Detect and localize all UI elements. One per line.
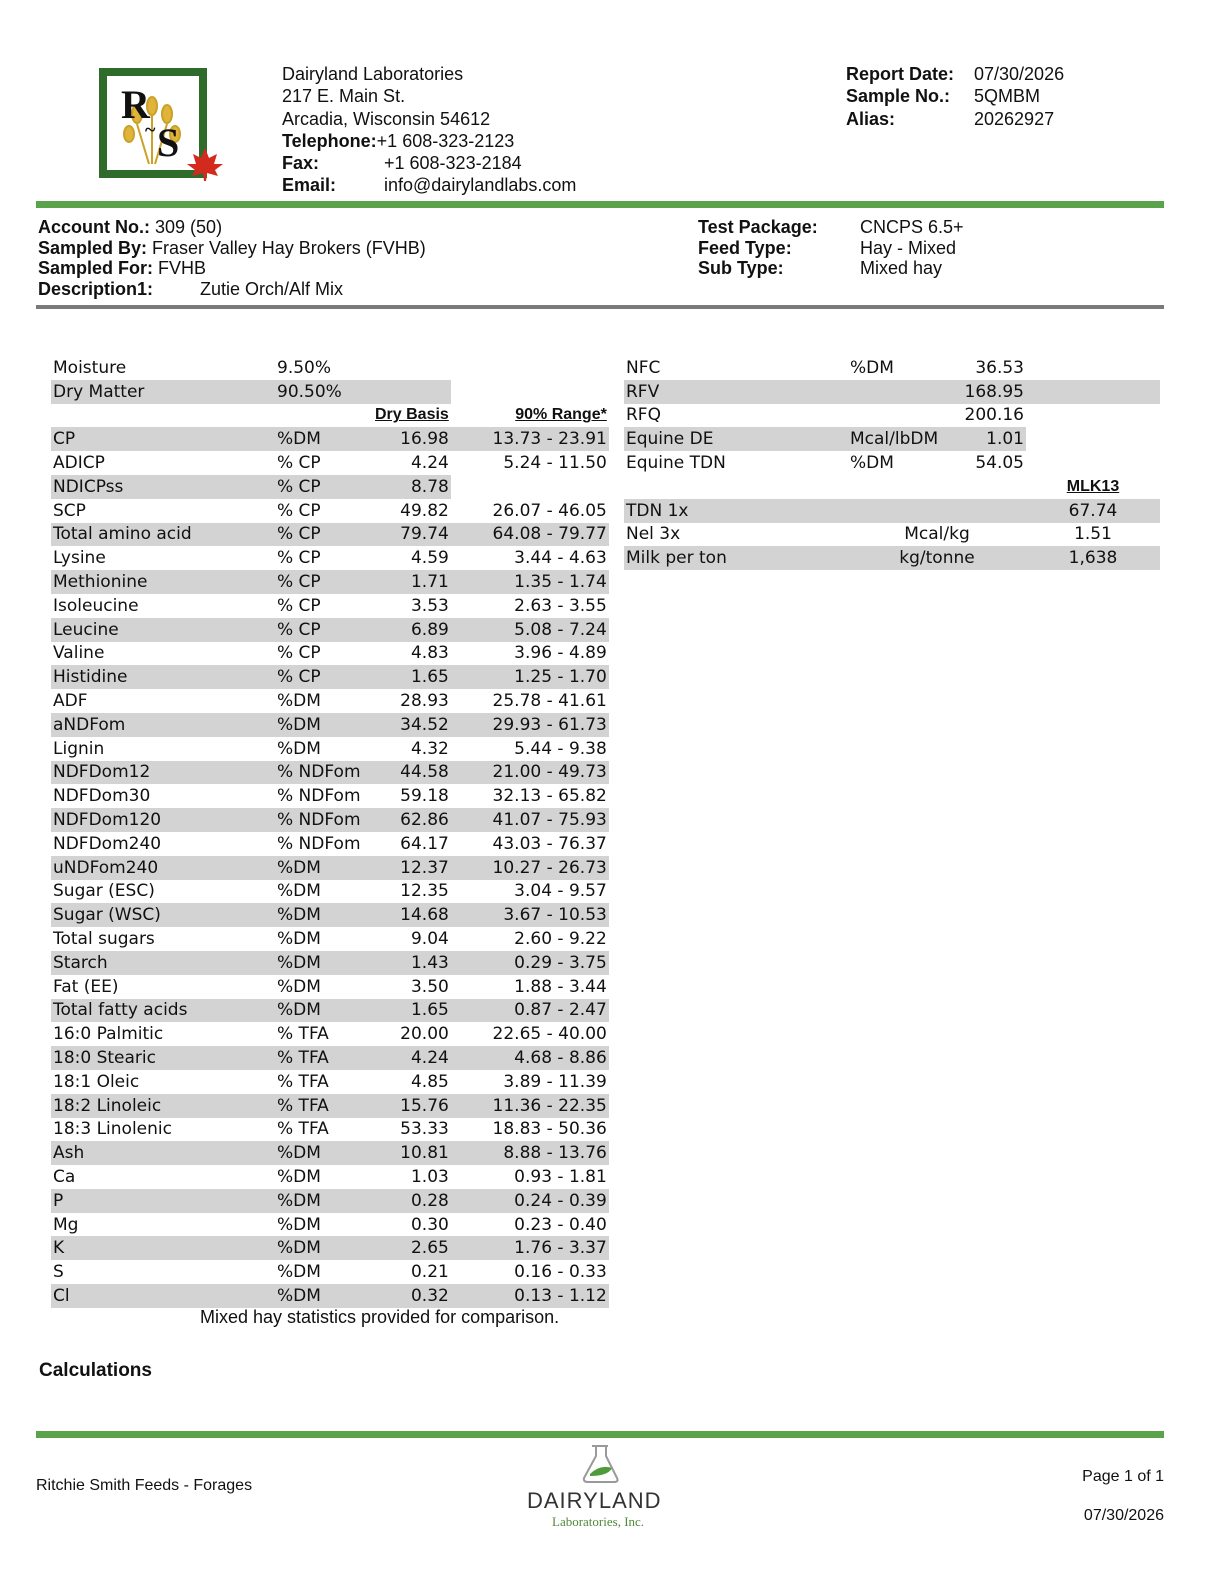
nutrient-range: 1.76 - 3.37 [451, 1236, 609, 1260]
nutrient-unit: % NDFom [277, 786, 361, 807]
table-row [624, 523, 1160, 547]
account-info [38, 217, 426, 300]
spacer-cell [1026, 356, 1160, 380]
nutrient-unit: % NDFom [275, 808, 373, 832]
mlk-name: Nel 3x [626, 524, 681, 545]
nutrient-name: NDFDom30 [53, 786, 151, 807]
table-row [51, 546, 609, 570]
nutrient-value: 62.86 [373, 808, 451, 832]
table-row [51, 737, 609, 761]
sampled-for-value: FVHB [158, 258, 207, 279]
footer-date: 07/30/2026 [1083, 1507, 1164, 1524]
nutrient-value: 0.30 [410, 1214, 449, 1235]
table-row [51, 1260, 609, 1284]
nutrient-unit: %DM [275, 1236, 373, 1260]
nutrient-range: 1.35 - 1.74 [451, 570, 609, 594]
report-info [846, 63, 1064, 130]
svg-text:S: S [157, 120, 180, 165]
nutrient-range: 3.89 - 11.39 [503, 1071, 607, 1092]
nutrient-name: Lysine [53, 548, 106, 569]
nutrient-name: 18:2 Linoleic [51, 1094, 275, 1118]
nutrient-range: 0.16 - 0.33 [514, 1262, 607, 1283]
table-row [51, 856, 609, 880]
lab-city: Arcadia, Wisconsin 54612 [282, 108, 491, 129]
table-row [51, 903, 609, 927]
nutrient-value: 4.59 [410, 548, 449, 569]
nutrient-name: uNDFom240 [51, 856, 275, 880]
nutrient-unit: %DM [275, 1284, 373, 1308]
feed-type-label: Feed Type: [698, 237, 792, 258]
nutrient-range: 0.29 - 3.75 [451, 951, 609, 975]
energy-unit: %DM [850, 453, 894, 474]
mlk-value: 67.74 [1026, 499, 1160, 523]
table-row [624, 404, 1160, 428]
nutrient-name: Starch [51, 951, 275, 975]
maple-leaf-icon [185, 146, 225, 182]
energy-value: 36.53 [975, 357, 1024, 378]
table-row [51, 1118, 609, 1142]
nutrient-range: 22.65 - 40.00 [492, 1024, 607, 1045]
nutrient-value: 16.98 [373, 427, 451, 451]
nutrient-name: NDFDom240 [53, 833, 162, 854]
nutrient-value: 14.68 [373, 903, 451, 927]
nutrient-name: 18:1 Oleic [53, 1071, 140, 1092]
table-row [51, 1022, 609, 1046]
nutrient-value: 9.04 [410, 929, 449, 950]
nutrient-name: CP [51, 427, 275, 451]
table-row [51, 1141, 609, 1165]
telephone-value: +1 608-323-2123 [376, 130, 515, 151]
nutrient-value: 12.35 [400, 881, 449, 902]
spacer-cell [1026, 380, 1160, 404]
nutrient-unit: % CP [277, 643, 321, 664]
table-row [51, 451, 609, 475]
table-row [624, 546, 1160, 570]
energy-table [624, 356, 1160, 570]
table-row [624, 427, 1160, 451]
nutrient-range: 5.44 - 9.38 [514, 738, 607, 759]
nutrient-value: 12.37 [373, 856, 451, 880]
table-row [51, 642, 609, 666]
telephone-label: Telephone: [282, 130, 377, 151]
header-divider [36, 201, 1164, 208]
energy-unit: Mcal/lbDM [848, 427, 958, 451]
nutrient-range: 43.03 - 76.37 [492, 833, 607, 854]
nutrient-name: Isoleucine [53, 595, 139, 616]
feed-type-value: Hay - Mixed [860, 237, 957, 258]
spacer-cell [1026, 427, 1160, 451]
moisture-label: Moisture [53, 357, 127, 378]
nutrient-range [451, 475, 609, 499]
table-row [51, 689, 609, 713]
table-row [51, 1189, 609, 1213]
nutrient-value: 0.21 [410, 1262, 449, 1283]
nutrient-name: K [51, 1236, 275, 1260]
nutrient-unit: % TFA [277, 1071, 329, 1092]
table-row [51, 594, 609, 618]
table-row [51, 1236, 609, 1260]
svg-text:R: R [121, 82, 150, 127]
footer-meta [1082, 1457, 1164, 1535]
nutrient-table [51, 356, 609, 1308]
nutrient-range: 0.13 - 1.12 [451, 1284, 609, 1308]
nutrient-name: Lignin [53, 738, 105, 759]
nutrient-unit: %DM [275, 903, 373, 927]
nutrient-unit: % CP [275, 523, 373, 547]
mlk-header-row [624, 475, 1160, 499]
test-package-label: Test Package: [698, 217, 818, 237]
mlk-unit [848, 499, 1026, 523]
nutrient-unit: % CP [277, 595, 321, 616]
svg-text:~: ~ [145, 119, 156, 141]
nutrient-unit: % NDFom [275, 761, 373, 785]
table-row [51, 523, 609, 547]
energy-value: 1.01 [958, 427, 1026, 451]
mlk-value: 1,638 [1026, 546, 1160, 570]
nutrient-name: aNDFom [51, 713, 275, 737]
nutrient-value: 6.89 [373, 618, 451, 642]
sampled-by-value: Fraser Valley Hay Brokers (FVHB) [152, 237, 426, 258]
nutrient-range: 0.24 - 0.39 [451, 1189, 609, 1213]
mlk-value: 1.51 [1074, 524, 1112, 545]
nutrient-name: Total amino acid [51, 523, 275, 547]
nutrient-name: NDFDom120 [51, 808, 275, 832]
nutrient-value: 0.32 [373, 1284, 451, 1308]
nutrient-value: 4.32 [410, 738, 449, 759]
moisture-row [51, 356, 609, 380]
nutrient-range: 2.63 - 3.55 [514, 595, 607, 616]
table-row [624, 499, 1160, 523]
footer-brand: DAIRYLAND [527, 1488, 662, 1513]
energy-value: 54.05 [975, 453, 1024, 474]
table-row [51, 427, 609, 451]
table-row [51, 951, 609, 975]
nutrient-name: Ca [53, 1166, 76, 1187]
nutrient-unit: %DM [277, 976, 321, 997]
nutrient-unit: %DM [275, 1189, 373, 1213]
energy-unit [848, 380, 958, 404]
energy-unit [848, 404, 958, 428]
nutrient-value: 44.58 [373, 761, 451, 785]
calculations-heading: Calculations [39, 1360, 152, 1381]
nutrient-range: 5.24 - 11.50 [503, 453, 607, 474]
nutrient-value: 4.24 [373, 1046, 451, 1070]
dry-basis-header: Dry Basis [375, 406, 449, 424]
lab-name: Dairyland Laboratories [282, 64, 464, 84]
nutrient-range: 32.13 - 65.82 [492, 786, 607, 807]
table-row [51, 499, 609, 523]
table-row [51, 1284, 609, 1308]
description-value: Zutie Orch/Alf Mix [200, 279, 344, 300]
table-row [51, 880, 609, 904]
nutrient-range: 21.00 - 49.73 [451, 761, 609, 785]
nutrient-unit: % TFA [275, 1046, 373, 1070]
nutrient-range: 5.08 - 7.24 [451, 618, 609, 642]
spacer-cell [1026, 451, 1160, 475]
nutrient-unit: % CP [275, 618, 373, 642]
alias-value: 20262927 [974, 108, 1055, 129]
table-row [51, 832, 609, 856]
nutrient-unit: %DM [275, 1141, 373, 1165]
table-row [51, 761, 609, 785]
sample-no-value: 5QMBM [974, 86, 1041, 107]
nutrient-name: Sugar (ESC) [53, 881, 155, 902]
nutrient-range: 0.23 - 0.40 [514, 1214, 607, 1235]
nutrient-name: NDFDom12 [51, 761, 275, 785]
company-logo [99, 68, 207, 178]
sub-type-label: Sub Type: [698, 258, 784, 279]
nutrient-unit: %DM [277, 881, 321, 902]
nutrient-name: SCP [53, 500, 86, 521]
nutrient-unit: %DM [277, 1214, 321, 1235]
nutrient-range: 3.44 - 4.63 [514, 548, 607, 569]
energy-name: RFV [624, 380, 848, 404]
nutrient-range: 13.73 - 23.91 [451, 427, 609, 451]
energy-name: Equine TDN [626, 453, 726, 474]
nutrient-value: 2.65 [373, 1236, 451, 1260]
table-row [624, 380, 1160, 404]
nutrient-name: Total fatty acids [51, 999, 275, 1023]
nutrient-unit: %DM [275, 856, 373, 880]
flask-logo-icon [578, 1442, 624, 1484]
nutrient-name: Leucine [51, 618, 275, 642]
account-value: 309 (50) [155, 217, 223, 237]
description-label: Description1: [38, 279, 154, 300]
package-info [698, 217, 964, 279]
nutrient-value: 4.85 [410, 1071, 449, 1092]
nutrient-range: 64.08 - 79.77 [451, 523, 609, 547]
nutrient-unit: %DM [277, 738, 321, 759]
table-row [51, 927, 609, 951]
email-label: Email: [282, 175, 337, 196]
fax-label: Fax: [282, 153, 320, 174]
nutrient-name: 16:0 Palmitic [53, 1024, 164, 1045]
table-row [624, 451, 1160, 475]
nutrient-range: 0.87 - 2.47 [451, 999, 609, 1023]
nutrient-range: 1.88 - 3.44 [514, 976, 607, 997]
sampled-for-label: Sampled For: [38, 258, 154, 279]
nutrient-name: P [51, 1189, 275, 1213]
nutrient-unit: % CP [277, 453, 321, 474]
nutrient-unit: %DM [275, 713, 373, 737]
nutrient-unit: %DM [277, 1166, 321, 1187]
table-row [51, 1165, 609, 1189]
nutrient-range: 4.68 - 8.86 [451, 1046, 609, 1070]
nutrient-name: Total sugars [53, 929, 155, 950]
nutrient-name: 18:0 Stearic [51, 1046, 275, 1070]
email-value: info@dairylandlabs.com [384, 175, 577, 196]
table-row [51, 618, 609, 642]
range-header: 90% Range* [515, 406, 607, 424]
table-row [51, 570, 609, 594]
column-header-row [51, 404, 609, 428]
nutrient-name: Histidine [51, 665, 275, 689]
nutrient-range: 3.96 - 4.89 [514, 643, 607, 664]
nutrient-range: 8.88 - 13.76 [451, 1141, 609, 1165]
nutrient-name: Fat (EE) [53, 976, 119, 997]
nutrient-unit: % TFA [277, 1119, 329, 1140]
footer-client: Ritchie Smith Feeds - Forages [36, 1477, 253, 1494]
sampled-by-label: Sampled By: [38, 237, 148, 258]
nutrient-name: ADF [53, 691, 88, 712]
nutrient-name: Sugar (WSC) [51, 903, 275, 927]
table-row [51, 1046, 609, 1070]
dry-matter-label: Dry Matter [51, 380, 275, 404]
nutrient-unit: % CP [277, 548, 321, 569]
report-date-value: 07/30/2026 [974, 64, 1065, 84]
nutrient-unit: % CP [275, 665, 373, 689]
nutrient-range: 18.83 - 50.36 [492, 1119, 607, 1140]
table-row [51, 1213, 609, 1237]
table-row [624, 356, 1160, 380]
table-row [51, 1070, 609, 1094]
account-label: Account No.: [38, 217, 150, 237]
page-number: Page 1 of 1 [1082, 1468, 1164, 1485]
nutrient-range: 41.07 - 75.93 [451, 808, 609, 832]
nutrient-range: 10.27 - 26.73 [451, 856, 609, 880]
nutrient-value: 64.17 [400, 833, 449, 854]
mlk-name: Milk per ton [624, 546, 848, 570]
nutrient-range: 26.07 - 46.05 [492, 500, 607, 521]
nutrient-value: 1.71 [373, 570, 451, 594]
lab-street: 217 E. Main St. [282, 86, 406, 107]
energy-name: Equine DE [624, 427, 848, 451]
nutrient-value: 0.28 [373, 1189, 451, 1213]
energy-value: 168.95 [958, 380, 1026, 404]
table-row [51, 975, 609, 999]
sub-type-value: Mixed hay [860, 258, 943, 279]
nutrient-range: 3.67 - 10.53 [451, 903, 609, 927]
nutrient-value: 8.78 [373, 475, 451, 499]
fax-value: +1 608-323-2184 [384, 153, 522, 174]
spacer-cell [1026, 404, 1160, 428]
nutrient-value: 4.83 [410, 643, 449, 664]
nutrient-value: 28.93 [400, 691, 449, 712]
test-package-value: CNCPS 6.5+ [860, 217, 964, 237]
dry-matter-row [51, 380, 609, 404]
mlk-unit: Mcal/kg [904, 524, 970, 545]
moisture-value: 9.50% [277, 357, 332, 378]
nutrient-value: 3.53 [410, 595, 449, 616]
table-row [51, 713, 609, 737]
nutrient-unit: % CP [275, 570, 373, 594]
mlk-unit: kg/tonne [848, 546, 1026, 570]
nutrient-value: 49.82 [400, 500, 449, 521]
nutrient-range: 1.25 - 1.70 [451, 665, 609, 689]
nutrient-value: 53.33 [400, 1119, 449, 1140]
comparison-note: Mixed hay statistics provided for comparison. [200, 1307, 560, 1327]
nutrient-name: Valine [53, 643, 105, 664]
mlk-name: TDN 1x [624, 499, 848, 523]
nutrient-range: 0.93 - 1.81 [514, 1166, 607, 1187]
nutrient-range: 3.04 - 9.57 [514, 881, 607, 902]
nutrient-unit: % TFA [277, 1024, 329, 1045]
nutrient-unit: %DM [275, 427, 373, 451]
dry-matter-value: 90.50% [275, 380, 451, 404]
nutrient-unit: % CP [275, 475, 373, 499]
table-row [51, 784, 609, 808]
table-row [51, 1094, 609, 1118]
nutrient-unit: %DM [277, 1262, 321, 1283]
table-row [51, 475, 609, 499]
nutrient-value: 1.03 [410, 1166, 449, 1187]
footer-divider [36, 1431, 1164, 1438]
nutrient-range: 2.60 - 9.22 [514, 929, 607, 950]
lab-address [282, 63, 576, 197]
mlk-header: MLK13 [1066, 477, 1120, 495]
alias-label: Alias: [846, 108, 896, 129]
energy-value: 200.16 [964, 405, 1024, 426]
nutrient-range: 11.36 - 22.35 [451, 1094, 609, 1118]
footer-brand-sub: Laboratories, Inc. [552, 1514, 645, 1529]
nutrient-value: 79.74 [373, 523, 451, 547]
report-date-label: Report Date: [846, 64, 955, 84]
nutrient-name: Ash [51, 1141, 275, 1165]
nutrient-name: Methionine [51, 570, 275, 594]
nutrient-value: 3.50 [410, 976, 449, 997]
energy-name: RFQ [626, 405, 661, 426]
nutrient-range: 29.93 - 61.73 [451, 713, 609, 737]
sample-no-label: Sample No.: [846, 86, 951, 107]
energy-name: NFC [626, 357, 661, 378]
nutrient-value: 15.76 [373, 1094, 451, 1118]
nutrient-value: 59.18 [400, 786, 449, 807]
nutrient-name: ADICP [53, 453, 105, 474]
nutrient-name: NDICPss [51, 475, 275, 499]
table-row [51, 999, 609, 1023]
nutrient-unit: % CP [277, 500, 321, 521]
nutrient-name: S [53, 1262, 64, 1283]
table-row [51, 665, 609, 689]
nutrient-unit: % TFA [275, 1094, 373, 1118]
nutrient-value: 1.43 [373, 951, 451, 975]
nutrient-unit: %DM [275, 951, 373, 975]
nutrient-value: 34.52 [373, 713, 451, 737]
nutrient-unit: % NDFom [277, 833, 361, 854]
nutrient-name: Mg [53, 1214, 79, 1235]
nutrient-unit: %DM [277, 929, 321, 950]
nutrient-value: 1.65 [373, 665, 451, 689]
nutrient-value: 10.81 [373, 1141, 451, 1165]
energy-unit: %DM [850, 357, 894, 378]
nutrient-value: 4.24 [410, 453, 449, 474]
nutrient-range: 25.78 - 41.61 [492, 691, 607, 712]
nutrient-value: 20.00 [400, 1024, 449, 1045]
nutrient-name: 18:3 Linolenic [53, 1119, 172, 1140]
nutrient-unit: %DM [277, 691, 321, 712]
nutrient-name: Cl [51, 1284, 275, 1308]
nutrient-unit: %DM [275, 999, 373, 1023]
nutrient-value: 1.65 [373, 999, 451, 1023]
account-divider [36, 305, 1164, 309]
table-row [51, 808, 609, 832]
